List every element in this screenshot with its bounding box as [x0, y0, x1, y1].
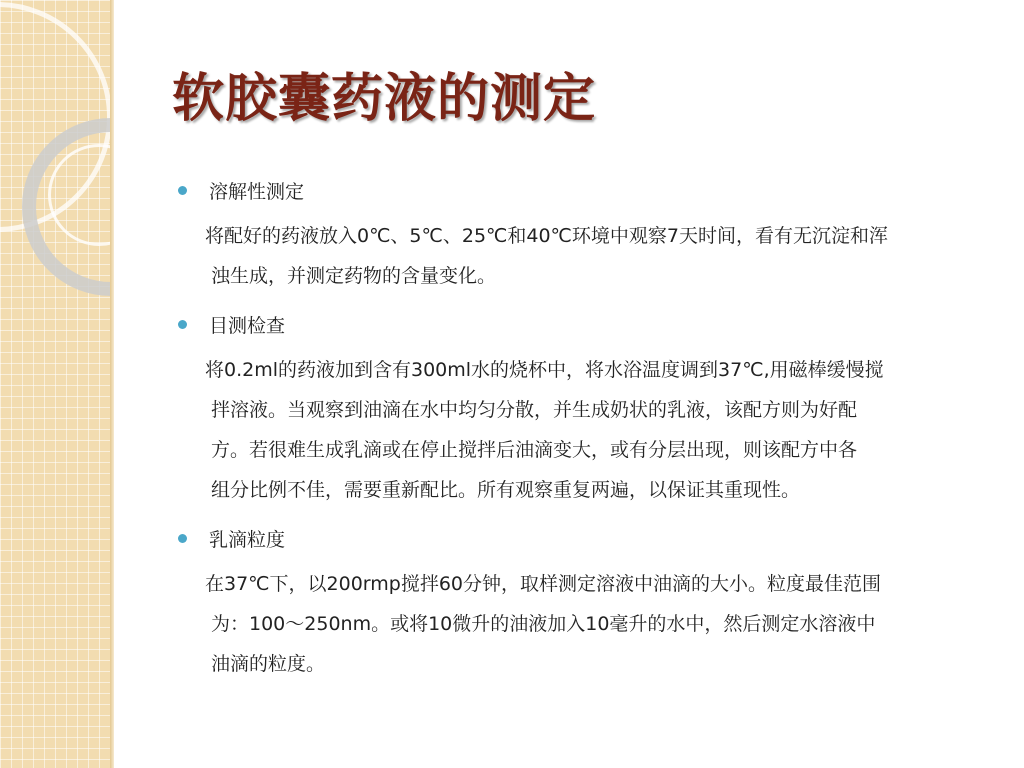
bullet-dot-icon — [178, 186, 187, 195]
paragraph-line: 组分比例不佳，需要重新配比。所有观察重复两遍，以保证其重现性。 — [211, 479, 801, 501]
slide-title: 软胶囊药液的测定 — [172, 68, 597, 129]
section-paragraph — [176, 350, 983, 510]
paragraph-line: 油滴的粒度。 — [211, 653, 326, 675]
paragraph-line: 浊生成，并测定药物的含量变化。 — [211, 265, 497, 287]
decorative-side-panel — [0, 0, 112, 768]
bullet-item — [176, 304, 996, 344]
paragraph-line: 将0.2ml的药液加到含有300ml水的烧杯中，将水浴温度调到37℃,用磁棒缓慢搅 — [205, 359, 884, 381]
paragraph-line: 在37℃下，以200rmp搅拌60分钟，取样测定溶液中油滴的大小。粒度最佳范围 — [205, 573, 882, 595]
panel-edge-divider — [110, 0, 114, 768]
bullet-dot-icon — [178, 320, 187, 329]
paragraph-line: 将配好的药液放入0℃、5℃、25℃和40℃环境中观察7天时间，看有无沉淀和浑 — [205, 225, 888, 247]
bullet-item — [176, 170, 996, 210]
section-heading: 溶解性测定 — [209, 180, 305, 203]
section-heading: 乳滴粒度 — [209, 528, 286, 551]
bullet-item — [176, 518, 996, 558]
slide-body — [176, 170, 996, 692]
paragraph-line: 拌溶液。当观察到油滴在水中均匀分散，并生成奶状的乳液，该配方则为好配 — [211, 399, 858, 421]
paragraph-line: 为：100～250nm。或将10微升的油液加入10毫升的水中，然后测定水溶液中 — [211, 613, 876, 635]
section-heading: 目测检查 — [209, 314, 286, 337]
section-paragraph — [176, 564, 983, 684]
bullet-dot-icon — [178, 534, 187, 543]
paragraph-line: 方。若很难生成乳滴或在停止搅拌后油滴变大，或有分层出现，则该配方中各 — [211, 439, 858, 461]
section-paragraph — [176, 216, 983, 296]
